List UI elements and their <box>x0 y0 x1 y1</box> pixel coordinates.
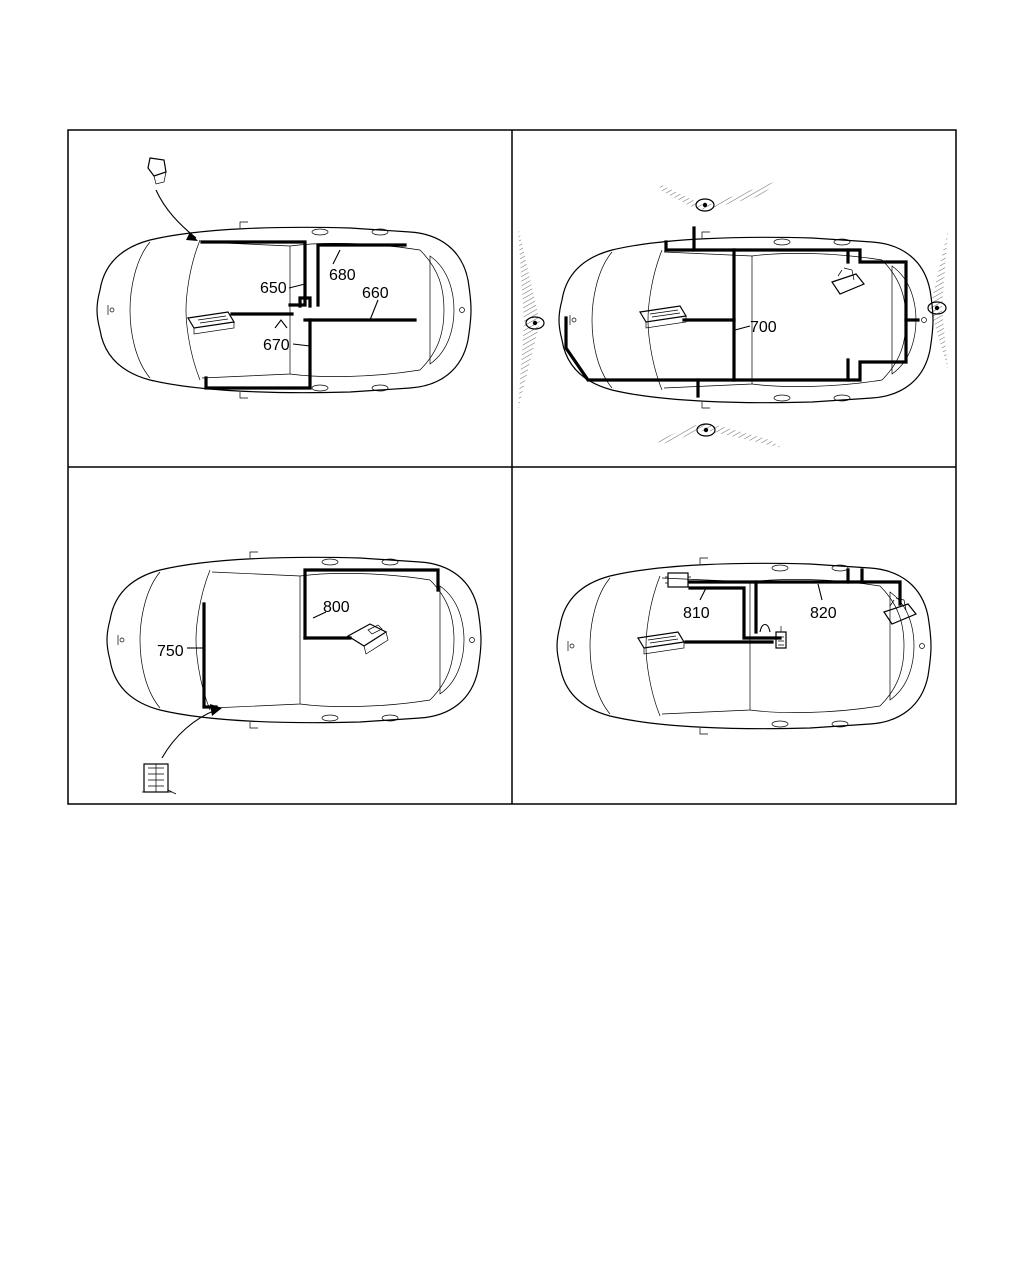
label-660: 660 <box>362 285 389 302</box>
car-top-view-icon <box>107 552 481 728</box>
panel-top-left <box>97 158 471 398</box>
panel-bottom-left <box>107 552 481 794</box>
control-unit-icon <box>638 632 684 654</box>
label-670: 670 <box>263 337 290 354</box>
car-top-view-icon <box>97 222 471 398</box>
switch-module-icon <box>148 158 166 184</box>
connector-icon <box>142 764 176 794</box>
control-unit-icon <box>188 312 234 334</box>
label-750: 750 <box>157 643 184 660</box>
label-800: 800 <box>323 599 350 616</box>
label-650: 650 <box>260 280 287 297</box>
panel-top-right <box>518 180 948 448</box>
panel-bottom-right <box>557 558 931 734</box>
label-820: 820 <box>810 605 837 622</box>
label-810: 810 <box>683 605 710 622</box>
label-680: 680 <box>329 267 356 284</box>
module-icon <box>665 573 691 587</box>
seat-module-icon <box>832 268 864 294</box>
control-unit-icon <box>640 306 686 328</box>
label-700: 700 <box>750 319 777 336</box>
remote-key-icon <box>348 624 388 654</box>
car-top-view-icon <box>557 558 931 734</box>
